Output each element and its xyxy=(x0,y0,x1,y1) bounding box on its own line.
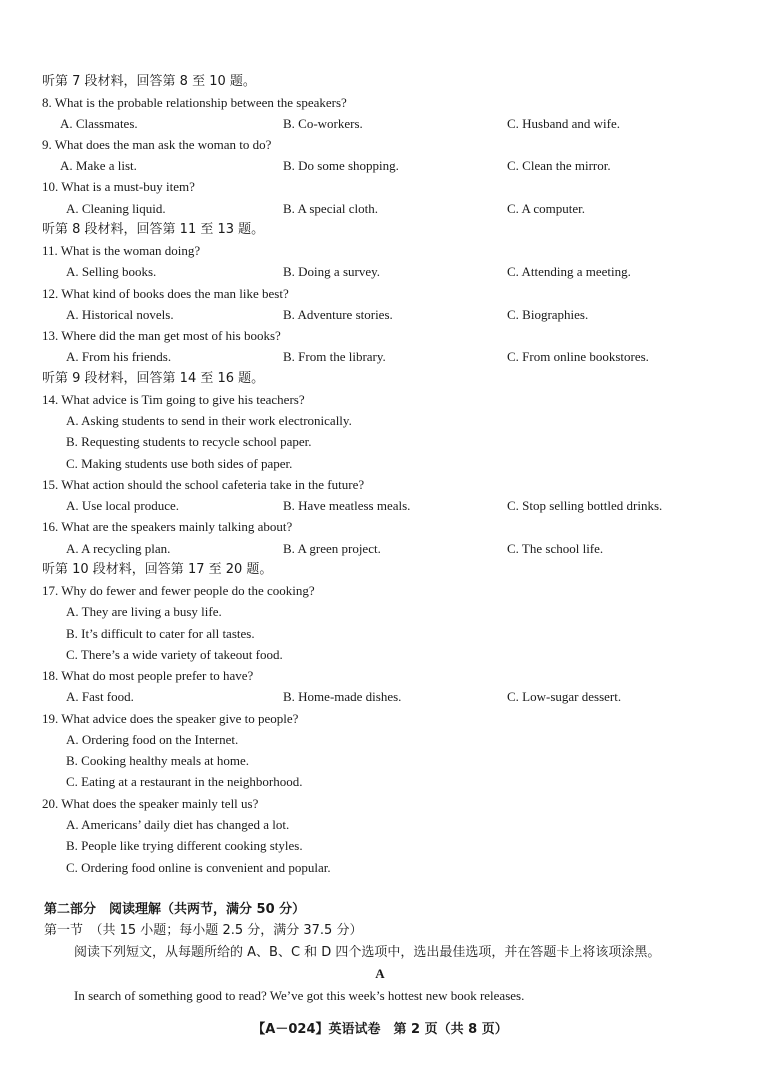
option-10c: C. A computer. xyxy=(507,201,585,216)
question-12: 12. What kind of books does the man like best? xyxy=(42,286,289,301)
question-10: 10. What is a must-buy item? xyxy=(42,179,195,194)
option-16c: C. The school life. xyxy=(507,541,604,556)
question-20: 20. What does the speaker mainly tell us? xyxy=(42,796,259,811)
part-two-title: 第二部分 阅读理解（共两节，满分 50 分） xyxy=(44,902,306,917)
option-13a: A. From his friends. xyxy=(66,349,172,364)
question-11: 11. What is the woman doing? xyxy=(42,243,201,258)
option-11a: A. Selling books. xyxy=(66,264,157,279)
section-heading-8: 听第 8 段材料，回答第 11 至 13 题。 xyxy=(42,222,265,237)
option-17c: C. There’s a wide variety of takeout food. xyxy=(66,647,283,662)
option-20a: A. Americans’ daily diet has changed a lot. xyxy=(66,817,290,832)
option-16a: A. A recycling plan. xyxy=(66,541,171,556)
option-19c: C. Eating at a restaurant in the neighborhood. xyxy=(66,774,303,789)
option-18b: B. Home-made dishes. xyxy=(283,689,402,704)
section-one-heading: 第一节 （共 15 小题；每小题 2.5 分，满分 37.5 分） xyxy=(44,923,363,938)
option-19b: B. Cooking healthy meals at home. xyxy=(66,753,250,768)
question-13: 13. Where did the man get most of his books? xyxy=(42,328,281,343)
option-11b: B. Doing a survey. xyxy=(283,264,381,279)
option-9c: C. Clean the mirror. xyxy=(507,158,611,173)
option-12c: C. Biographies. xyxy=(507,307,589,322)
question-8: 8. What is the probable relationship between the speakers? xyxy=(42,95,347,110)
option-12a: A. Historical novels. xyxy=(66,307,174,322)
option-9b: B. Do some shopping. xyxy=(283,158,399,173)
section-heading-7: 听第 7 段材料，回答第 8 至 10 题。 xyxy=(42,74,256,89)
question-16: 16. What are the speakers mainly talking about? xyxy=(42,519,293,534)
option-15a: A. Use local produce. xyxy=(66,498,179,513)
option-17a: A. They are living a busy life. xyxy=(66,604,222,619)
option-8b: B. Co-workers. xyxy=(283,116,363,131)
option-20b: B. People like trying different cooking styles. xyxy=(66,838,303,853)
option-14b: B. Requesting students to recycle school paper. xyxy=(66,434,312,449)
question-9: 9. What does the man ask the woman to do? xyxy=(42,137,272,152)
option-11c: C. Attending a meeting. xyxy=(507,264,631,279)
option-13c: C. From online bookstores. xyxy=(507,349,649,364)
section-heading-10: 听第 10 段材料，回答第 17 至 20 题。 xyxy=(42,562,273,577)
question-15: 15. What action should the school cafeteria take in the future? xyxy=(42,477,365,492)
option-20c: C. Ordering food online is convenient and popular. xyxy=(66,860,331,875)
option-9a: A. Make a list. xyxy=(60,158,137,173)
option-10b: B. A special cloth. xyxy=(283,201,378,216)
passage-label: A xyxy=(375,966,385,981)
option-8c: C. Husband and wife. xyxy=(507,116,621,131)
page-footer: 【A－024】英语试卷 第 2 页（共 8 页） xyxy=(252,1022,508,1037)
question-17: 17. Why do fewer and fewer people do the cooking? xyxy=(42,583,315,598)
option-19a: A. Ordering food on the Internet. xyxy=(66,732,239,747)
option-10a: A. Cleaning liquid. xyxy=(66,201,166,216)
option-14a: A. Asking students to send in their work electronically. xyxy=(66,413,352,428)
question-19: 19. What advice does the speaker give to people? xyxy=(42,711,299,726)
option-15b: B. Have meatless meals. xyxy=(283,498,411,513)
option-16b: B. A green project. xyxy=(283,541,381,556)
passage-text: In search of something good to read? We’ve got this week’s hottest new book releases. xyxy=(74,988,525,1003)
section-heading-9: 听第 9 段材料，回答第 14 至 16 题。 xyxy=(42,371,265,386)
question-14: 14. What advice is Tim going to give his teachers? xyxy=(42,392,305,407)
option-18c: C. Low-sugar dessert. xyxy=(507,689,622,704)
option-13b: B. From the library. xyxy=(283,349,386,364)
option-17b: B. It’s difficult to cater for all tastes. xyxy=(66,626,255,641)
option-15c: C. Stop selling bottled drinks. xyxy=(507,498,663,513)
question-18: 18. What do most people prefer to have? xyxy=(42,668,254,683)
option-8a: A. Classmates. xyxy=(60,116,138,131)
option-18a: A. Fast food. xyxy=(66,689,134,704)
option-14c: C. Making students use both sides of paper. xyxy=(66,456,293,471)
instructions: 阅读下列短文，从每题所给的 A、B、C 和 D 四个选项中，选出最佳选项，并在答题卡上将该项涂黑。 xyxy=(74,945,661,960)
option-12b: B. Adventure stories. xyxy=(283,307,393,322)
